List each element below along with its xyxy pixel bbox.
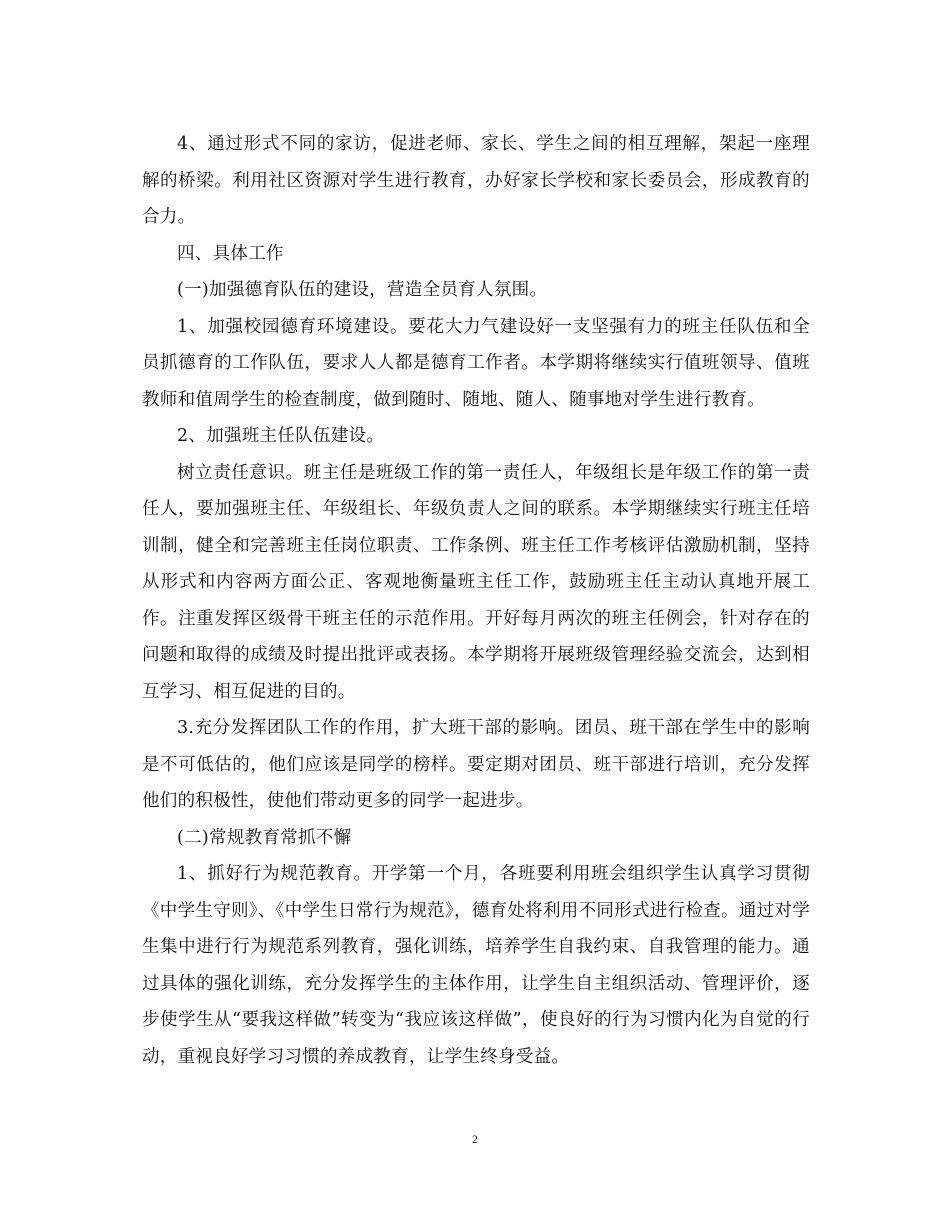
page-number: 2 [472,1132,478,1146]
paragraph-campus-environment: 1、加强校园德育环境建设。要花大力气建设好一支坚强有力的班主任队伍和全员抓德育的工作队伍，要求人人都是德育工作者。本学期将继续实行值班领导、值班教师和值周学生的检查制度，做到随时、随地、随人、随事地对学生进行教育。 [142,316,810,410]
paragraph-responsibility: 树立责任意识。班主任是班级工作的第一责任人，年级组长是年级工作的第一责任人，要加强班主任、年级组长、年级负责人之间的联系。本学期继续实行班主任培训制，健全和完善班主任岗位职责、工作条例、班主任工作考核评估激励机制，坚持从形式和内容两方面公正、客观地衡量班主任工作，鼓励班主任主动认真地开展工作。注重发挥区级骨干班主任的示范作用。开好每月两次的班主任例会，针对存在的问题和取得的成绩及时提出批评或表扬。本学期将开展班级管理经验交流会，达到相互学习、相互促进的目的。 [142,462,810,702]
paragraph-league-work: 3.充分发挥团队工作的作用，扩大班干部的影响。团员、班干部在学生中的影响是不可低估的，他们应该是同学的榜样。要定期对团员、班干部进行培训，充分发挥他们的积极性，使他们带动更多的同学一起进步。 [142,718,810,811]
section-heading-specific-work: 四、具体工作 [177,243,284,264]
paragraph-class-teacher-heading: 2、加强班主任队伍建设。 [177,426,385,446]
paragraph-home-visits: 4、通过形式不同的家访，促进老师、家长、学生之间的相互理解，架起一座理解的桥梁。利用社区资源对学生进行教育，办好家长学校和家长委员会，形成教育的合力。 [142,134,810,227]
paragraph-behavior-norms: 1、抓好行为规范教育。开学第一个月，各班要利用班会组织学生认真学习贯彻《中学生守则》、《中学生日常行为规范》，德育处将利用不同形式进行检查。通过对学生集中进行行为规范系列教育，强化训练，培养学生自我约束、自我管理的能力。通过具体的强化训练，充分发挥学生的主体作用，让学生自主组织活动、管理评价，逐步使学生从“要我这样做”转变为“我应该这样做”，使良好的行为习惯内化为自觉的行动，重视良好学习习惯的养成教育，让学生终身受益。 [142,864,810,1067]
subsection-heading-moral-team: (一)加强德育队伍的建设，营造全员育人氛围。 [177,280,548,300]
document-body [142,126,810,1075]
subsection-heading-routine-education: (二)常规教育常抓不懈 [177,827,352,848]
